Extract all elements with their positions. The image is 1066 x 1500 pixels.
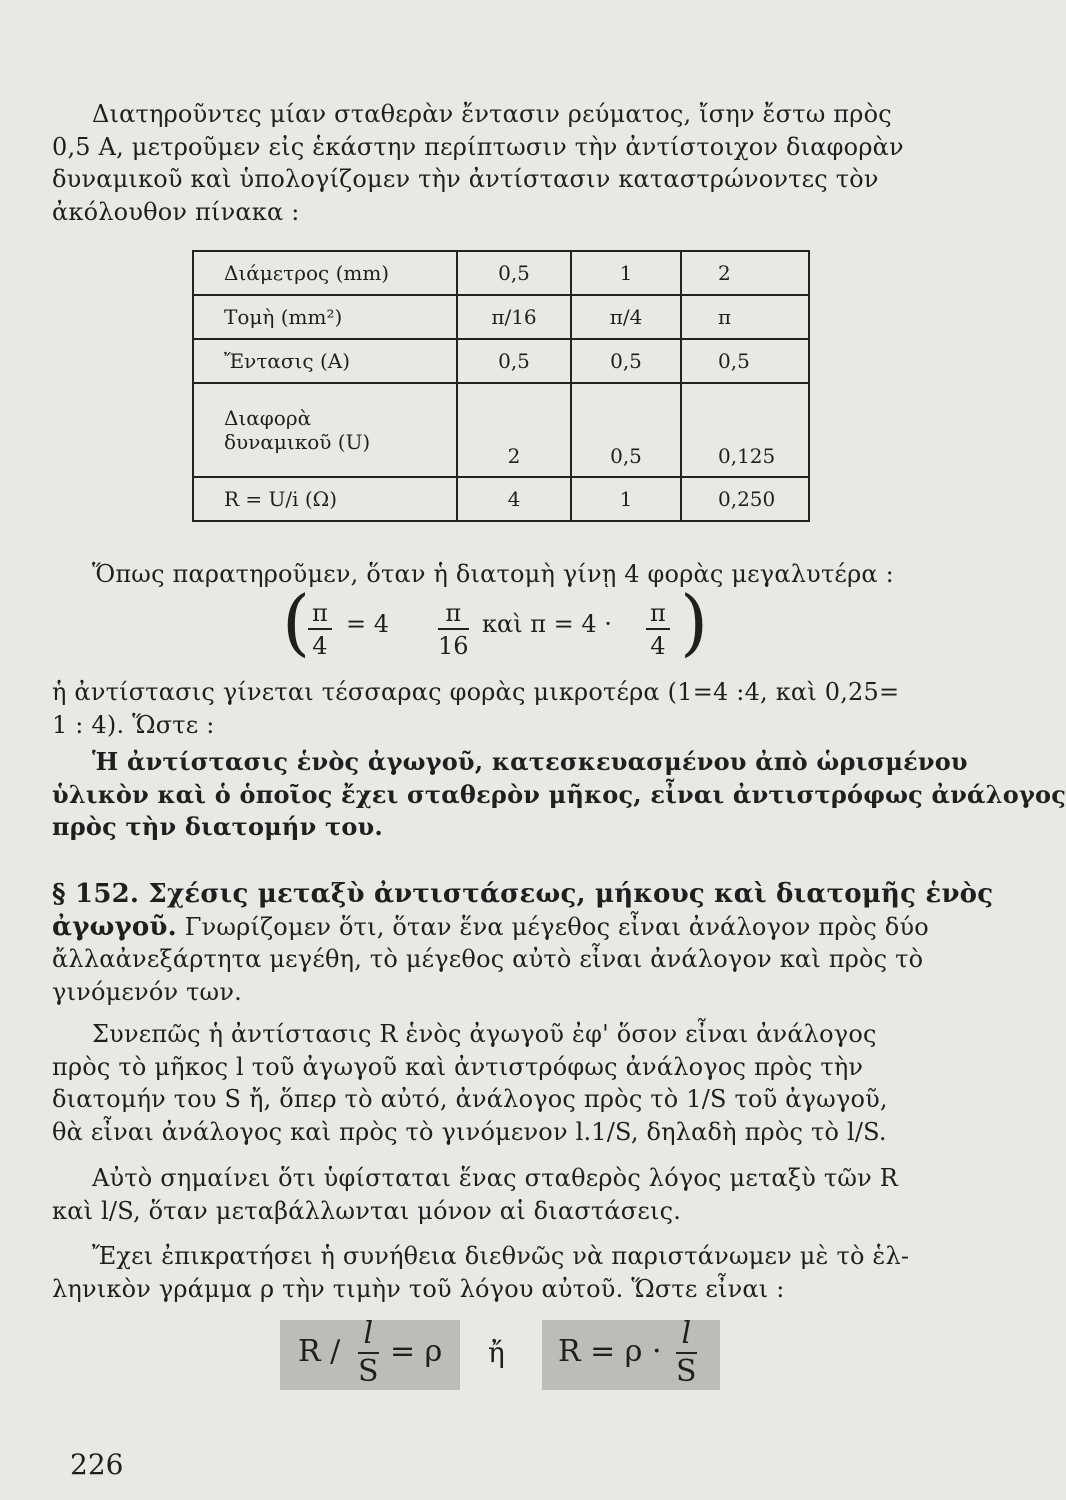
fraction (308, 598, 332, 662)
table-cell: 0,250 (681, 477, 809, 521)
open-paren: ( (282, 580, 311, 664)
text-line: γινόμενόν των. (52, 977, 242, 1006)
table-cell: 0,5 (457, 339, 571, 383)
cell-line: Διαφορὰ (224, 406, 312, 430)
table-cell: 1 (571, 477, 681, 521)
table-cell (193, 383, 457, 477)
table-cell: 1 (571, 251, 681, 295)
numerator: l (676, 1316, 697, 1354)
section-heading-cont: ἀγωγοῦ. (52, 911, 177, 942)
formula-box-left (280, 1316, 460, 1390)
formula-box-right (542, 1316, 720, 1390)
denominator: 4 (312, 632, 328, 660)
table-row (193, 339, 809, 383)
section-152 (52, 878, 994, 1008)
rho-paragraph (52, 1240, 930, 1305)
table-row (193, 383, 809, 477)
section-text: Γνωρίζομεν ὅτι, ὅταν ἕνα μέγεθος εἶναι ἀνάλογον πρὸς δύο (176, 912, 929, 941)
numerator: π (438, 598, 469, 630)
denominator: S (676, 1354, 697, 1389)
table-cell: 0,5 (681, 339, 809, 383)
numerator: π (646, 598, 670, 630)
text-line: ἡ ἀντίστασις γίνεται τέσσαρας φορὰς μικροτέρα (1=4 :4, καὶ 0,25= (52, 678, 900, 706)
section-heading: § 152. Σχέσις μεταξὺ ἀντιστάσεως, μήκους καὶ διατομῆς ἑνὸς (52, 879, 994, 909)
formula-area-ratio (282, 580, 712, 670)
text-line: ληνικὸν γράμμα ρ τὴν τιμὴν τοῦ λόγου αὐτοῦ. Ὥστε εἶναι : (52, 1274, 785, 1303)
table-cell: π/16 (457, 295, 571, 339)
numerator: π (308, 598, 332, 630)
close-paren: ) (680, 580, 709, 664)
ratio-paragraph (52, 1162, 930, 1227)
text-line: Ἔχει ἐπικρατήσει ἡ συνήθεια διεθνῶς νὰ παριστάνωμεν μὲ τὸ ἑλ- (92, 1242, 910, 1270)
formula-text: = ρ (390, 1334, 443, 1369)
table-cell: 4 (457, 477, 571, 521)
text-line: ὑλικὸν καὶ ὁ ὁποῖος ἔχει σταθερὸν μῆκος, εἶναι ἀντιστρόφως ἀνάλογος (52, 779, 1066, 809)
page-number: 226 (70, 1448, 124, 1481)
table-cell: 2 (457, 383, 571, 477)
text-line: ἄλλαἀνεξάρτητα μεγέθη, τὸ μέγεθος αὐτὸ εἶναι ἀνάλογον καὶ πρὸς τὸ (52, 945, 924, 973)
formula-text: R = ρ · (558, 1334, 662, 1369)
law-statement (52, 746, 1066, 844)
table-row (193, 477, 809, 521)
measurements-table (192, 250, 810, 522)
table-cell: 2 (681, 251, 809, 295)
table-cell: 0,5 (457, 251, 571, 295)
table-cell: Τομὴ (mm²) (193, 295, 457, 339)
text-line: Αὐτὸ σημαίνει ὅτι ὑφίσταται ἕνας σταθερὸς λόγος μεταξὺ τῶν R (92, 1164, 899, 1192)
text-line: 1 : 4). Ὥστε : (52, 710, 215, 739)
text-line: Διατηροῦντες μίαν σταθερὰν ἔντασιν ρεύματος, ἴσην ἔστω πρὸς (92, 100, 892, 128)
text-line: πρὸς τὴν διατομήν του. (52, 812, 383, 841)
fraction (358, 1316, 379, 1390)
text-line: Ἡ ἀντίστασις ἑνὸς ἀγωγοῦ, κατεσκευασμένου ἀπὸ ὡρισμένου (92, 747, 968, 776)
observe-paragraph (52, 558, 930, 591)
intro-paragraph (52, 98, 930, 228)
proportionality-paragraph (52, 1018, 930, 1148)
formula-text: R / (298, 1334, 341, 1369)
denominator: S (358, 1354, 379, 1389)
text-line: 0,5 A, μετροῦμεν εἰς ἑκάστην περίπτωσιν τὴν ἀντίστοιχον διαφορὰν (52, 132, 904, 161)
or-word: ἤ (488, 1336, 505, 1369)
text-line: ἀκόλουθον πίνακα : (52, 197, 300, 226)
text-line: πρὸς τὸ μῆκος l τοῦ ἀγωγοῦ καὶ ἀντιστρόφως ἀνάλογος πρὸς τὴν (52, 1052, 864, 1081)
resist-paragraph (52, 676, 930, 741)
text-line (52, 911, 930, 944)
table-row (193, 251, 809, 295)
text-line: θὰ εἶναι ἀνάλογος καὶ πρὸς τὸ γινόμενον l.1/S, δηλαδὴ πρὸς τὸ l/S. (52, 1117, 887, 1146)
fraction (676, 1316, 697, 1390)
fraction (438, 598, 469, 662)
table-row (193, 295, 809, 339)
table-cell: R = U/i (Ω) (193, 477, 457, 521)
text-line: διατομήν του S ἤ, ὅπερ τὸ αὐτό, ἀνάλογος πρὸς τὸ 1/S τοῦ ἀγωγοῦ, (52, 1085, 888, 1113)
text-line: καὶ l/S, ὅταν μεταβάλλωνται μόνον αἱ διαστάσεις. (52, 1196, 682, 1225)
formula-text: = 4 (346, 610, 390, 638)
table-cell: 0,5 (571, 339, 681, 383)
denominator: 16 (438, 632, 469, 660)
text-line: Ὅπως παρατηροῦμεν, ὅταν ἡ διατομὴ γίνῃ 4 φορὰς μεγαλυτέρα : (92, 560, 894, 588)
numerator: l (358, 1316, 379, 1354)
table-cell: 0,125 (681, 383, 809, 477)
table-cell: π (681, 295, 809, 339)
table-cell: Διάμετρος (mm) (193, 251, 457, 295)
denominator: 4 (650, 632, 666, 660)
text-line: δυναμικοῦ καὶ ὑπολογίζομεν τὴν ἀντίστασιν καταστρώνοντες τὸν (52, 165, 879, 193)
table-cell: π/4 (571, 295, 681, 339)
formula-text: καὶ π = 4 · (482, 610, 612, 638)
table-cell: Ἔντασις (A) (193, 339, 457, 383)
cell-line: δυναμικοῦ (U) (224, 430, 371, 454)
text-line: Συνεπῶς ἡ ἀντίστασις R ἑνὸς ἀγωγοῦ ἐφ' ὅσον εἶναι ἀνάλογος (92, 1020, 877, 1048)
table-cell: 0,5 (571, 383, 681, 477)
fraction (646, 598, 670, 662)
